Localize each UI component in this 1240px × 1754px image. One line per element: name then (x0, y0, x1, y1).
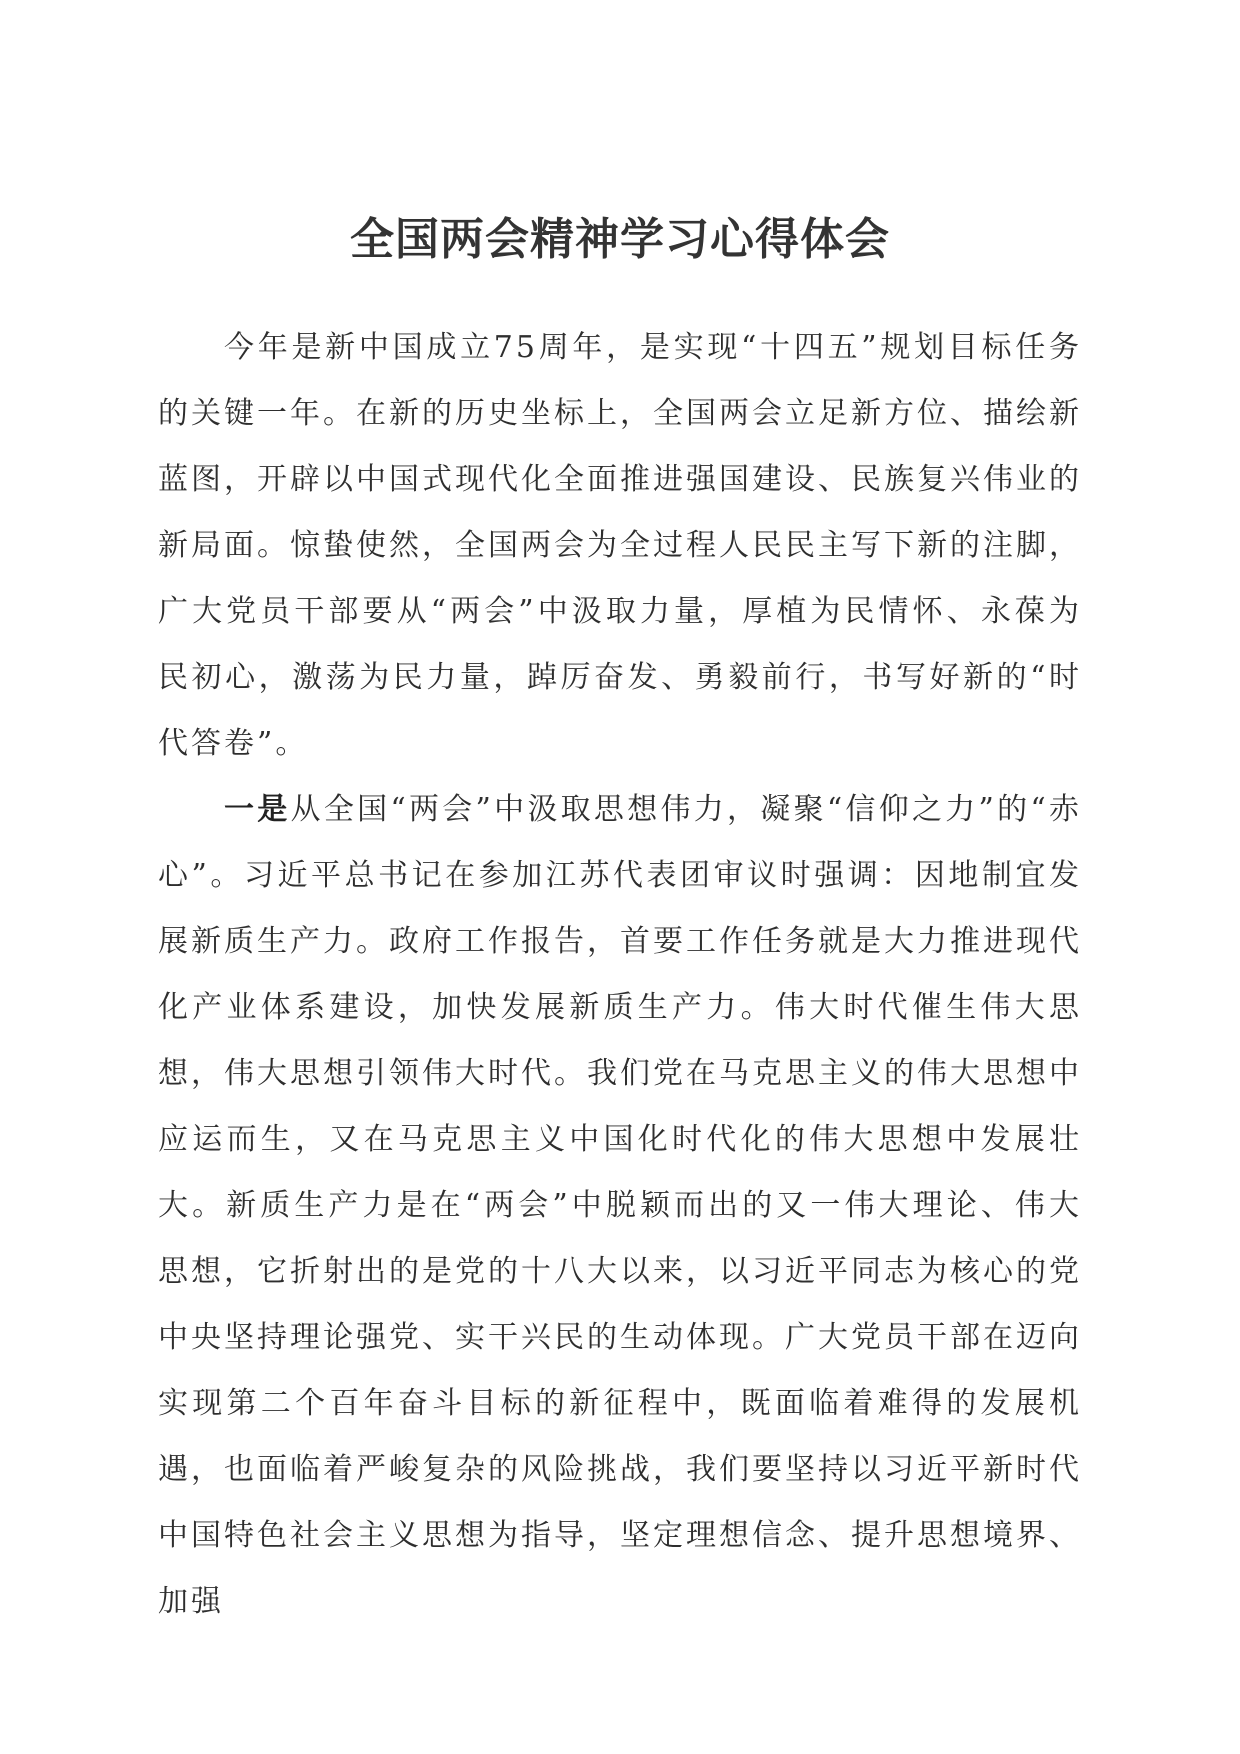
document-body (158, 315, 1082, 1635)
paragraph-intro-text: 今年是新中国成立75周年，是实现“十四五”规划目标任务的关键一年。在新的历史坐标上，全国两会立足新方位、描绘新蓝图，开辟以中国式现代化全面推进强国建设、民族复兴伟业的新局面。惊蛰使然，全国两会为全过程人民民主写下新的注脚，广大党员干部要从“两会”中汲取力量，厚植为民情怀、永葆为民初心，激荡为民力量，踔厉奋发、勇毅前行，书写好新的“时代答卷”。 (158, 330, 1082, 761)
paragraph-point-one (158, 777, 1082, 1635)
paragraph-intro (158, 315, 1082, 777)
paragraph-point-one-text: 从全国“两会”中汲取思想伟力，凝聚“信仰之力”的“赤心”。习近平总书记在参加江苏代表团审议时强调：因地制宜发展新质生产力。政府工作报告，首要工作任务就是大力推进现代化产业体系建设，加快发展新质生产力。伟大时代催生伟大思想，伟大思想引领伟大时代。我们党在马克思主义的伟大思想中应运而生，又在马克思主义中国化时代化的伟大思想中发展壮大。新质生产力是在“两会”中脱颖而出的又一伟大理论、伟大思想，它折射出的是党的十八大以来，以习近平同志为核心的党中央坚持理论强党、实干兴民的生动体现。广大党员干部在迈向实现第二个百年奋斗目标的新征程中，既面临着难得的发展机遇，也面临着严峻复杂的风险挑战，我们要坚持以习近平新时代中国特色社会主义思想为指导，坚定理想信念、提升思想境界、加强 (158, 792, 1083, 1619)
document-title: 全国两会精神学习心得体会 (350, 214, 890, 265)
paragraph-point-one-lead: 一是 (224, 792, 291, 827)
